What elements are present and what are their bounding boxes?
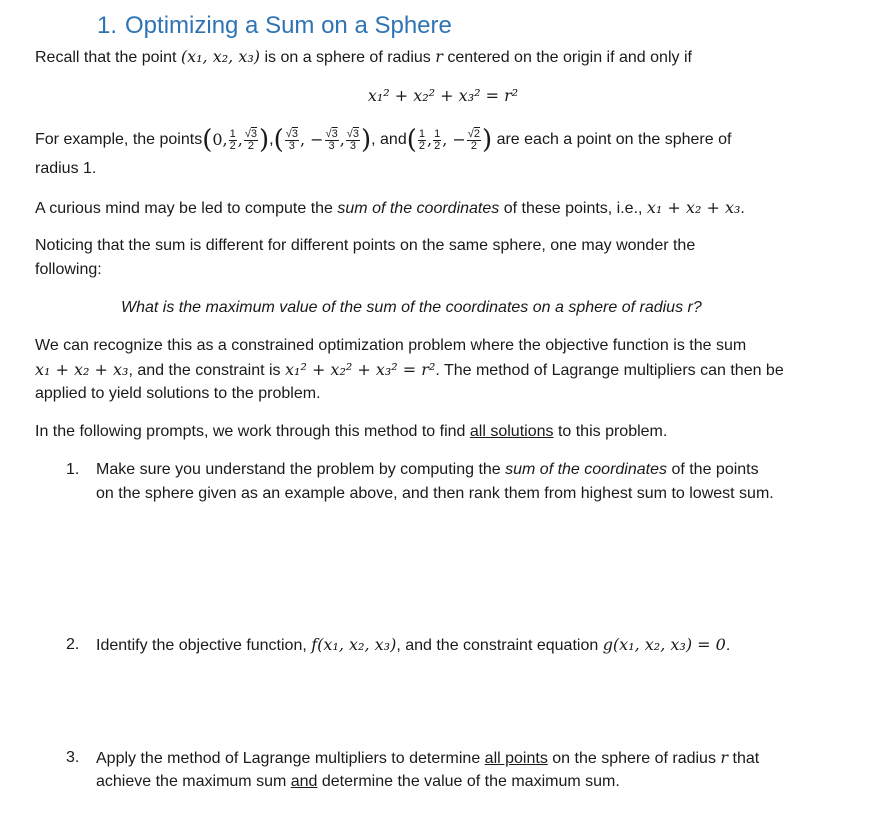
item-2-text-middle: , and the constraint equation	[396, 637, 603, 654]
objective-function-expression: f(x₁, x₂, x₃)	[311, 635, 397, 654]
item-3-line-2-before: achieve the maximum sum	[96, 773, 291, 790]
item-3-line-2-after: determine the value of the maximum sum.	[317, 773, 620, 790]
example-separator-2: , and	[371, 131, 407, 148]
intro-radius-symbol: r	[435, 47, 443, 66]
item-1-emphasis: sum of the coordinates	[505, 461, 667, 478]
example-paragraph	[35, 120, 731, 160]
list-item-3-number: 3.	[66, 749, 80, 766]
item-3-text-before: Apply the method of Lagrange multipliers to determine	[96, 750, 485, 767]
item-1-text-after: of the points	[667, 461, 759, 478]
item-3-radius-symbol: r	[720, 748, 729, 767]
intro-text-after: centered on the origin if and only if	[442, 49, 692, 66]
sphere-equation: x₁² + x₂² + x₃² = r²	[367, 86, 519, 105]
item-2-text-end: .	[725, 637, 731, 654]
following-paragraph	[35, 420, 667, 444]
item-2-text-before: Identify the objective function,	[96, 637, 312, 654]
example-text-after: are each a point on the sphere of	[492, 131, 732, 148]
list-item-3-line-2	[96, 770, 620, 794]
example-separator-1: ,	[269, 131, 274, 148]
intro-text-middle: is on a sphere of radius	[260, 49, 436, 66]
recognize-text-end: . The method of Lagrange multipliers can then be	[435, 362, 784, 379]
section-title	[97, 10, 452, 42]
item-3-underlined-1: all points	[484, 750, 548, 767]
curious-text-end: .	[740, 200, 745, 217]
item-3-text-after: that	[728, 750, 760, 767]
list-item-2-line	[96, 633, 730, 658]
noticing-line-2: following:	[35, 261, 102, 278]
intro-text-before: Recall that the point	[35, 49, 181, 66]
curious-text-before: A curious mind may be led to compute the	[35, 200, 338, 217]
curious-emphasis: sum of the coordinates	[337, 200, 500, 217]
constraint-expression: x₁² + x₂² + x₃² = r²	[285, 360, 436, 379]
recognize-line-3: applied to yield solutions to the problem.	[35, 385, 321, 402]
following-text-before: In the following prompts, we work through this method to find	[35, 423, 470, 440]
curious-paragraph	[35, 196, 745, 221]
intro-paragraph	[35, 45, 692, 70]
section-number: 1.	[97, 12, 118, 39]
example-text-before: For example, the points	[35, 131, 203, 148]
noticing-line-1: Noticing that the sum is different for different points on the same sphere, one may wonder the	[35, 237, 696, 254]
curious-sum-expression: x₁ + x₂ + x₃	[646, 198, 741, 217]
list-item-1-line-2: on the sphere given as an example above, and then rank them from highest sum to lowest sum.	[96, 485, 774, 502]
following-text-after: to this problem.	[553, 423, 668, 440]
example-point-2: ( $\frac{√3}{3}$ , − $\frac{√3}{3}$ , $\frac{√3}{3}$ )	[273, 125, 372, 155]
recognize-text-middle: , and the constraint is	[128, 362, 285, 379]
key-question: What is the maximum value of the sum of the coordinates on a sphere of radius r?	[121, 299, 702, 316]
constraint-equation-expression: g(x₁, x₂, x₃) = 0	[602, 635, 726, 654]
intro-point-expression: (x₁, x₂, x₃)	[180, 47, 261, 66]
example-line-2: radius 1.	[35, 160, 97, 177]
section-title-text: Optimizing a Sum on a Sphere	[125, 12, 452, 39]
list-item-1-line-1	[96, 458, 759, 482]
list-item-3-line-1	[96, 746, 759, 771]
curious-text-middle: of these points, i.e.,	[499, 200, 647, 217]
item-1-text-before: Make sure you understand the problem by computing the	[96, 461, 506, 478]
item-3-text-middle: on the sphere of radius	[547, 750, 721, 767]
item-3-underlined-2: and	[290, 773, 318, 790]
recognize-line-2	[35, 358, 784, 383]
list-item-1-number: 1.	[66, 461, 80, 478]
list-item-2-number: 2.	[66, 636, 80, 653]
recognize-line-1: We can recognize this as a constrained optimization problem where the objective function is the sum	[35, 337, 747, 354]
objective-sum-expression: x₁ + x₂ + x₃	[35, 360, 129, 379]
example-point-1: ( 0, $\frac{1}{2}$ , $\frac{√3}{2}$ )	[202, 125, 270, 155]
following-underlined: all solutions	[469, 423, 554, 440]
example-point-3: ( $\frac{1}{2}$ , $\frac{1}{2}$ , − $\frac{√2}{2}$ )	[406, 125, 493, 155]
